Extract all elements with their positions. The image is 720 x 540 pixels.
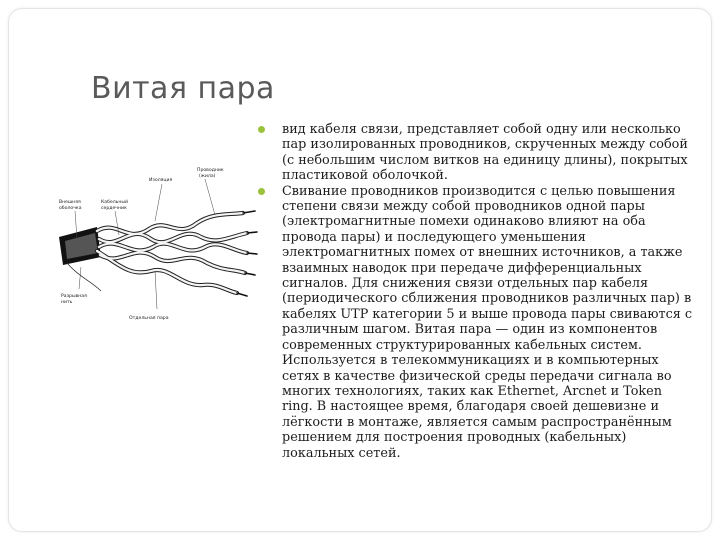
twisted-wires	[97, 213, 247, 293]
bullet-item	[255, 184, 695, 461]
bullet-item	[255, 122, 695, 184]
label-rip-cord-1: Разрывная	[61, 294, 87, 299]
rip-cord	[67, 263, 101, 291]
twisted-pair-diagram	[57, 159, 259, 334]
bullet-list	[255, 122, 695, 461]
label-rip-cord-2: нить	[61, 300, 73, 305]
label-conductor-sub: (жила)	[199, 174, 216, 179]
bullet-dot-icon	[258, 188, 265, 195]
label-cable-core-1: Кабельный	[101, 200, 128, 205]
label-outer-sheath-2: оболочка	[59, 206, 82, 211]
conductor-tips	[237, 211, 257, 296]
label-conductor: Проводник	[197, 168, 224, 173]
label-outer-sheath-1: Внешняя	[59, 200, 81, 205]
bullet-text: Свивание проводников производится с целью повышения степени связи между собой проводников одной пары (электромагнитные помехи одинаково влияют на оба провода пары) и последующего уменьшения электромагнитных помех от внешних источников, а также взаимных наводок при передаче дифференциальных сигналов. Для снижения связи отдельных пар кабеля (периодического сближения проводников различных пар) в кабелях UTP категории 5 и выше провода пары свиваются с различным шагом. Витая пара — один из компонентов современных структурированных кабельных систем. Используется в телекоммуникациях и в компьютерных сетях в качестве физической среды передачи сигнала во многих технологиях, таких как Ethernet, Arcnet и Token ring. В настоящее время, благодаря своей дешевизне и лёгкости в монтаже, является самым распространённым решением для построения проводных (кабельных) локальных сетей.	[282, 183, 693, 461]
slide	[8, 8, 712, 532]
slide-title: Витая пара	[91, 71, 275, 106]
label-single-pair: Отдельная пара	[129, 316, 169, 321]
label-insulation: Изоляция	[149, 178, 173, 183]
bullet-dot-icon	[258, 126, 265, 133]
bullet-text: вид кабеля связи, представляет собой одну или несколько пар изолированных проводников, скрученных между собой (с небольшим числом витков на единицу длины), покрытых пластиковой оболочкой.	[282, 122, 688, 184]
label-cable-core-2: сердечник	[101, 206, 127, 211]
